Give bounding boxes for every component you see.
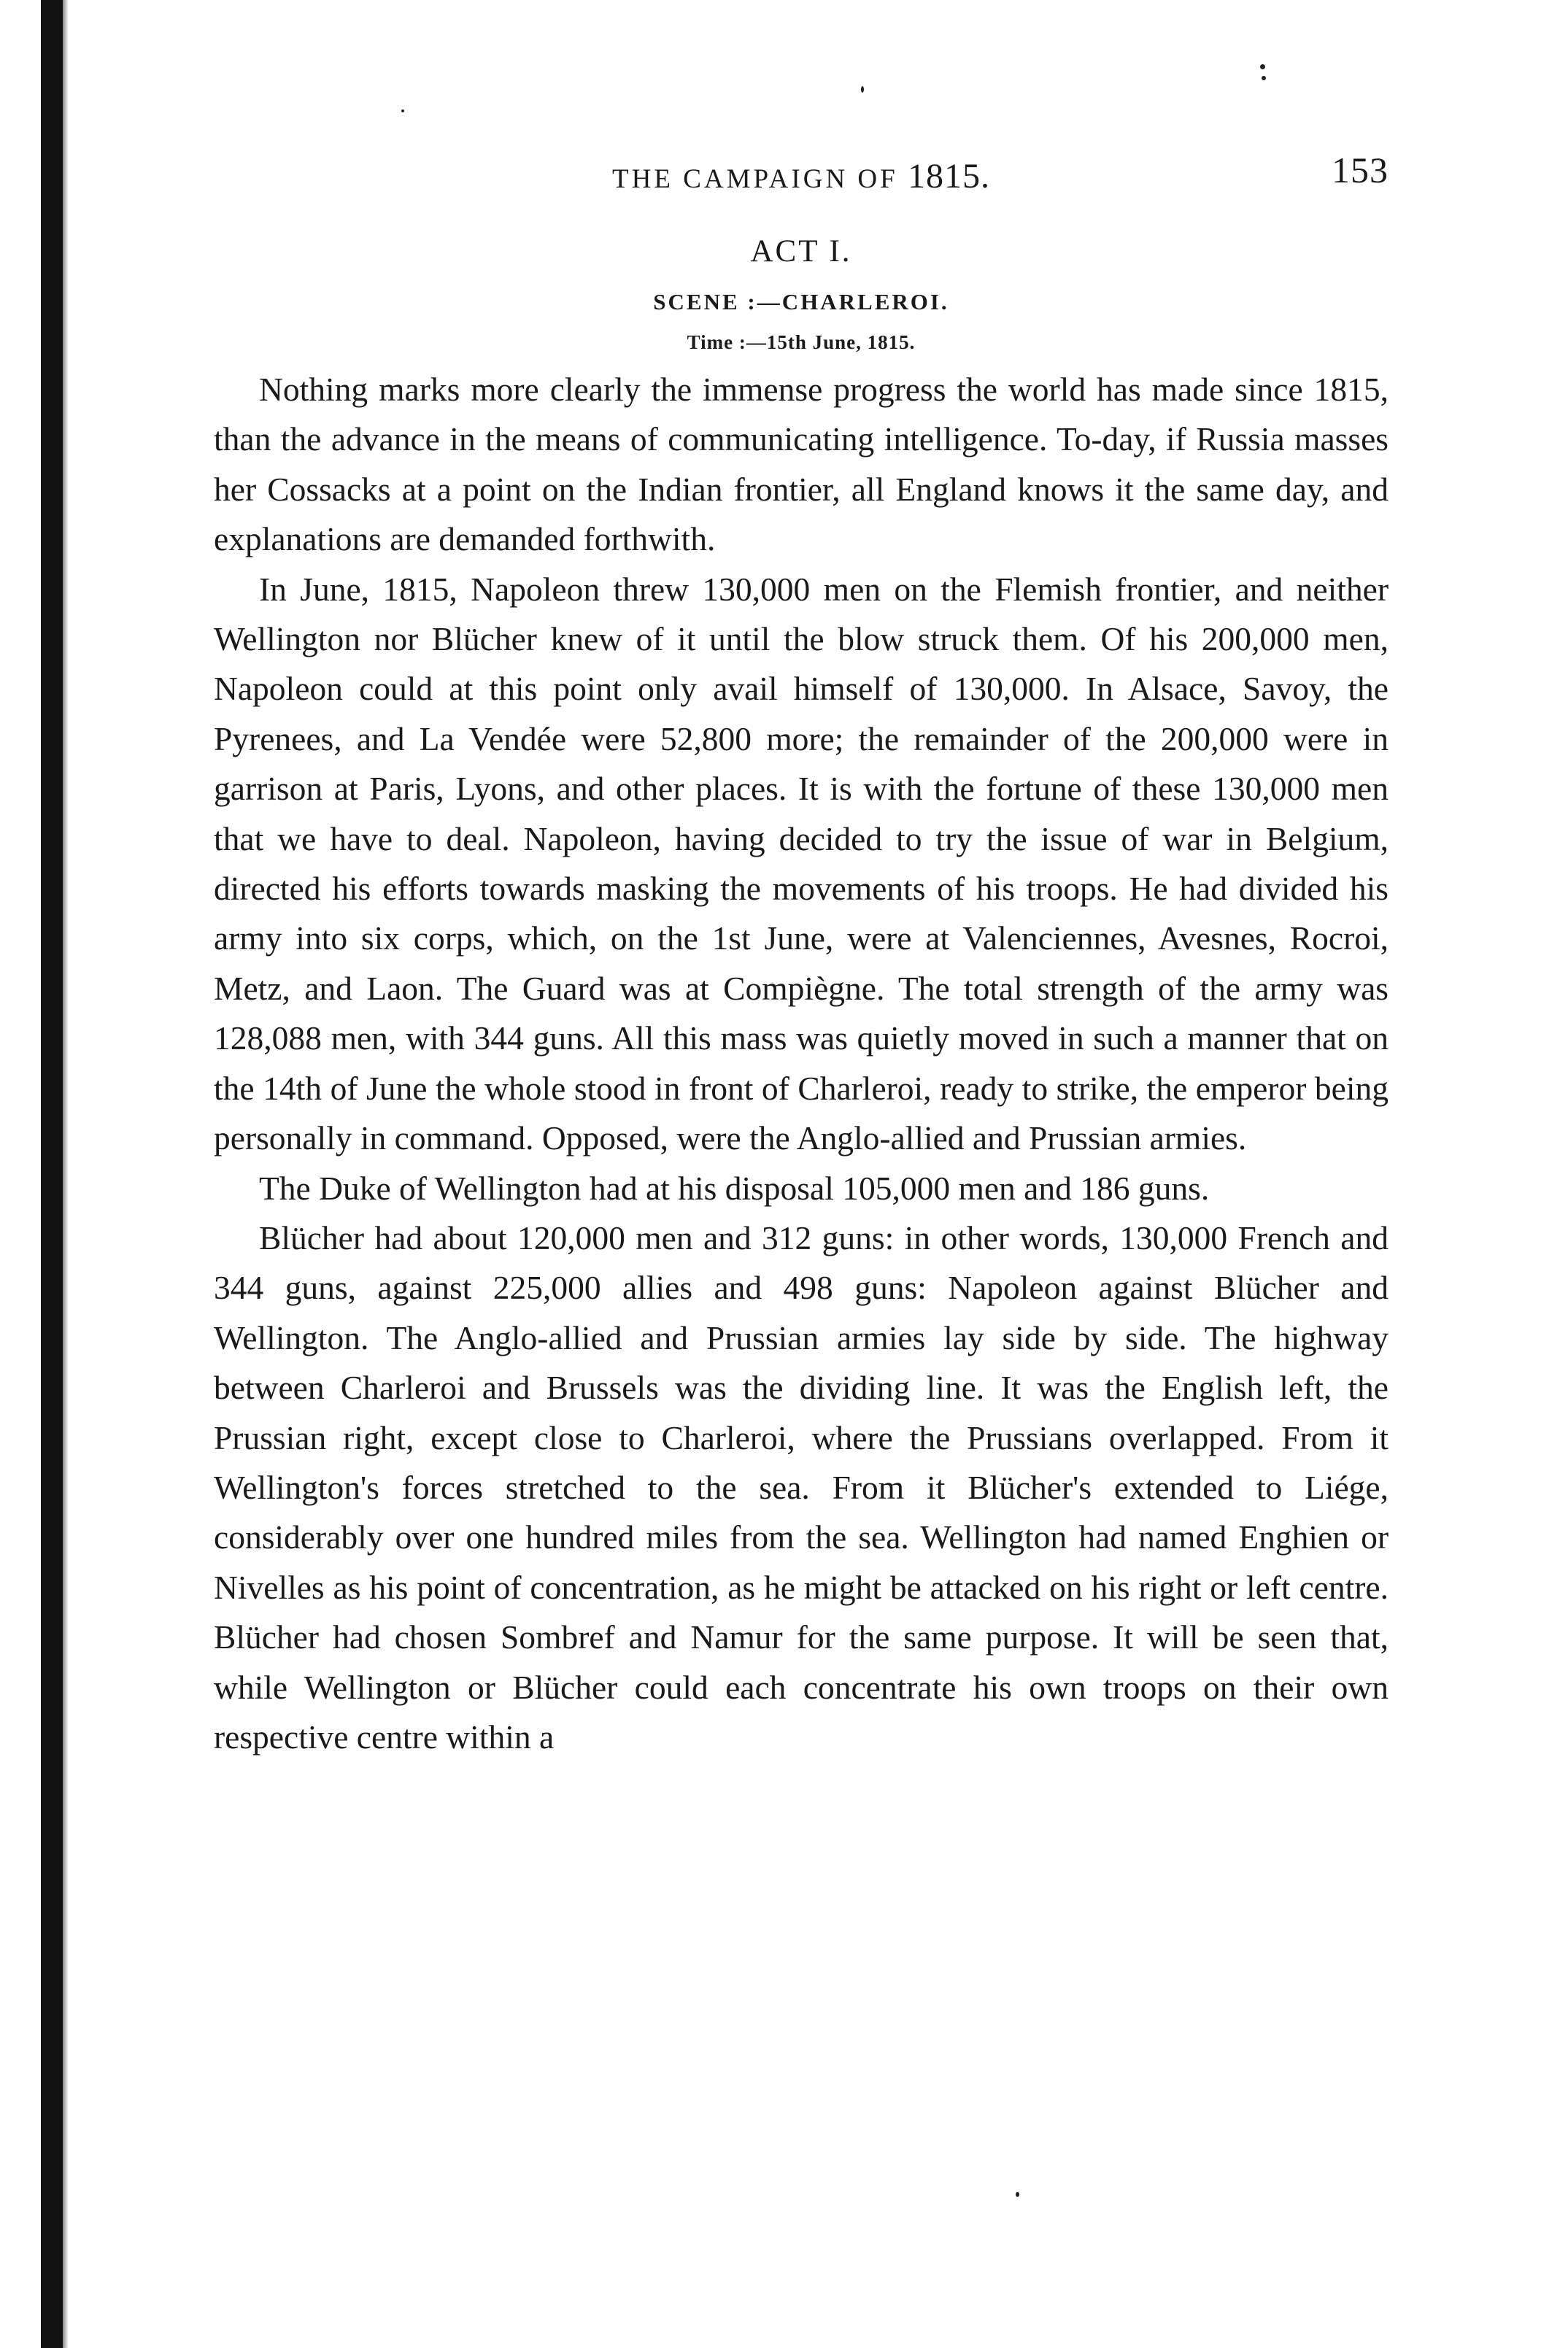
scan-speck	[1260, 64, 1265, 69]
scan-binding-edge	[41, 0, 63, 2348]
paragraph: The Duke of Wellington had at his disposal 105,000 men and 186 guns.	[259, 1169, 1210, 1207]
scene-heading: SCENE :—CHARLEROI.	[653, 289, 949, 314]
scan-speck	[401, 109, 404, 112]
scan-speck	[1016, 2192, 1019, 2197]
body-text	[214, 365, 1389, 1762]
act-heading: ACT I.	[750, 234, 852, 269]
book-page	[214, 146, 1389, 1762]
paragraph: Blücher had about 120,000 men and 312 guns: in other words, 130,000 French and 344 guns, against 225,000 allies and 498 guns: Napoleon against Blücher and Wellington. The Anglo-allied and Prussian armies lay side by side. The highway between Charleroi and Brussels was the dividing line. It was the English left, the Prussian right, except close to Charleroi, where the Prussians overlapped. From it Wellington's forces stretched to the sea. From it Blücher's extended to Liége, considerably over one hundred miles from the sea. Wellington had named Enghien or Nivelles as his point of concentration, as he might be attacked on his right or left centre. Blücher had chosen Sombref and Namur for the same purpose. It will be seen that, while Wellington or Blücher could each concentrate his own troops on their own respective centre within a	[214, 1219, 1389, 1756]
running-title-text: THE CAMPAIGN OF	[612, 164, 898, 194]
paragraph: In June, 1815, Napoleon threw 130,000 men on the Flemish frontier, and neither Wellington nor Blücher knew of it until the blow struck them. Of his 200,000 men, Napoleon could at this point only avail himself of 130,000. In Alsace, Savoy, the Pyrenees, and La Vendée were 52,800 more; the remainder of the 200,000 were in garrison at Paris, Lyons, and other places. It is with the fortune of these 130,000 men that we have to deal. Napoleon, having decided to try the issue of war in Belgium, directed his efforts towards masking the movements of his troops. He had divided his army into six corps, which, on the 1st June, were at Valenciennes, Avesnes, Rocroi, Metz, and Laon. The Guard was at Compiègne. The total strength of the army was 128,088 men, with 344 guns. All this mass was quietly moved in such a manner that on the 14th of June the whole stood in front of Charleroi, ready to strike, the emperor being personally in command. Opposed, were the Anglo-allied and Prussian armies.	[214, 570, 1389, 1157]
scan-speck	[1262, 76, 1266, 80]
paragraph: Nothing marks more clearly the immense progress the world has made since 1815, than the advance in the means of communicating intelligence. To-day, if Russia masses her Cossacks at a point on the Indian frontier, all England knows it the same day, and explanations are demanded forthwith.	[214, 371, 1389, 558]
running-title-year: 1815.	[907, 157, 990, 196]
time-heading: Time :—15th June, 1815.	[687, 331, 916, 353]
running-head	[214, 146, 1389, 212]
page-number: 153	[1332, 150, 1389, 190]
scan-speck	[861, 86, 864, 93]
running-title	[214, 156, 1389, 196]
scan-edge-shadow	[63, 0, 69, 2348]
